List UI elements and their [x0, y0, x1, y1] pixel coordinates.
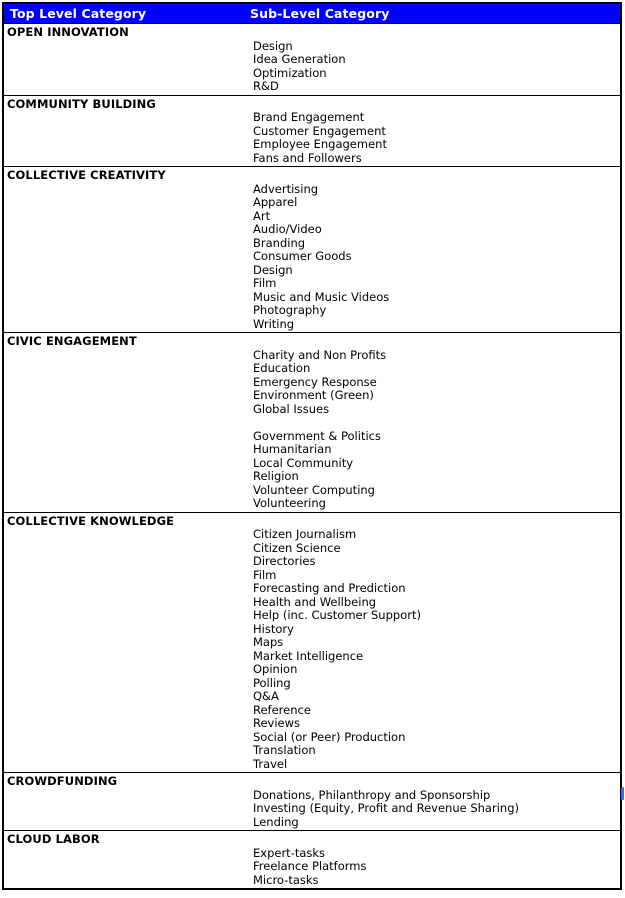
sub-level-item: Global Issues: [253, 401, 330, 416]
sub-level-item: Freelance Platforms: [253, 859, 367, 873]
sub-level-item: Micro-tasks: [253, 872, 319, 887]
category-section: [4, 512, 620, 773]
top-level-category: OPEN INNOVATION: [7, 25, 129, 39]
sub-level-item: Design: [253, 38, 293, 53]
sub-level-item: Reviews: [253, 716, 301, 730]
section-items: [253, 847, 620, 888]
sub-level-item: Customer Engagement: [253, 123, 386, 138]
sub-level-item: Citizen Journalism: [253, 527, 357, 541]
section-items: [253, 183, 620, 332]
sub-level-item: Lending: [253, 814, 299, 829]
top-level-category: COLLECTIVE KNOWLEDGE: [7, 513, 175, 528]
top-level-category: COMMUNITY BUILDING: [7, 96, 156, 111]
sub-level-item: Writing: [253, 316, 295, 331]
sub-level-item: Humanitarian: [253, 442, 332, 456]
sub-level-item: Photography: [253, 303, 327, 317]
sub-level-item: Volunteer Computing: [253, 482, 375, 497]
sub-level-item: R&D: [253, 79, 279, 93]
section-items: [253, 789, 620, 830]
category-section: [4, 772, 620, 830]
category-section: [4, 166, 620, 332]
sub-level-item: Emergency Response: [253, 374, 377, 389]
sub-level-item: Opinion: [253, 662, 298, 676]
sub-level-item: Environment (Green): [253, 388, 374, 402]
sub-level-item: Forecasting and Prediction: [253, 581, 406, 595]
sub-level-item: Health and Wellbeing: [253, 594, 377, 609]
sub-level-item: Branding: [253, 235, 306, 250]
sub-level-item: Charity and Non Profits: [253, 347, 387, 362]
sub-level-item: Translation: [253, 743, 316, 757]
category-section: [4, 332, 620, 512]
sub-level-item: Fans and Followers: [253, 150, 362, 165]
sub-level-item: Polling: [253, 675, 291, 690]
sub-level-item: Maps: [253, 635, 284, 649]
sub-level-item: Film: [253, 567, 277, 582]
sub-level-item: Optimization: [253, 65, 327, 80]
sub-level-item: [253, 416, 620, 430]
sub-level-item: History: [253, 621, 294, 636]
top-level-category: CLOUD LABOR: [7, 832, 100, 846]
sub-level-item: Q&A: [253, 689, 279, 703]
sub-level-item: Travel: [253, 756, 288, 771]
sub-level-item: Religion: [253, 469, 299, 483]
category-section: [4, 95, 620, 167]
sub-level-item: Social (or Peer) Production: [253, 729, 406, 744]
category-table: [2, 2, 622, 890]
table-body: [4, 24, 620, 888]
sub-level-item: Government & Politics: [253, 428, 381, 443]
top-level-category: CIVIC ENGAGEMENT: [7, 334, 137, 348]
sub-level-item: Audio/Video: [253, 222, 322, 236]
sub-level-item: Help (inc. Customer Support): [253, 608, 421, 622]
sub-level-item: Music and Music Videos: [253, 289, 390, 304]
section-items: [253, 528, 620, 771]
category-section: [4, 24, 620, 95]
section-items: [253, 111, 620, 165]
sub-level-item: Advertising: [253, 181, 319, 196]
sub-level-item: Market Intelligence: [253, 648, 364, 663]
sub-level-item: Brand Engagement: [253, 110, 365, 124]
sub-level-item: Design: [253, 262, 293, 277]
sub-level-item: Citizen Science: [253, 540, 341, 555]
sub-level-item: Directories: [253, 554, 316, 568]
sub-level-item: Consumer Goods: [253, 249, 352, 263]
top-level-category: CROWDFUNDING: [7, 774, 118, 788]
sub-level-item: Volunteering: [253, 496, 326, 510]
sub-level-item: Idea Generation: [253, 52, 346, 66]
section-items: [253, 40, 620, 94]
top-level-category: COLLECTIVE CREATIVITY: [7, 168, 166, 182]
sub-level-item: Apparel: [253, 195, 298, 209]
sub-level-item: Local Community: [253, 455, 354, 470]
sub-level-item: Reference: [253, 702, 311, 717]
sub-level-item: Employee Engagement: [253, 137, 387, 151]
sub-level-item: Donations, Philanthropy and Sponsorship: [253, 787, 491, 802]
header-sub-level-category: Sub-Level Category: [250, 6, 390, 21]
category-section: [4, 830, 620, 888]
blue-edge-marker: [621, 787, 624, 800]
table-header-row: [4, 4, 620, 24]
sub-level-item: Investing (Equity, Profit and Revenue Sharing): [253, 801, 519, 815]
sub-level-item: Film: [253, 276, 277, 290]
sub-level-item: Education: [253, 361, 311, 375]
sub-level-item: Art: [253, 208, 271, 223]
header-top-level-category: Top Level Category: [10, 6, 147, 21]
section-items: [253, 349, 620, 511]
sub-level-item: Expert-tasks: [253, 845, 326, 860]
